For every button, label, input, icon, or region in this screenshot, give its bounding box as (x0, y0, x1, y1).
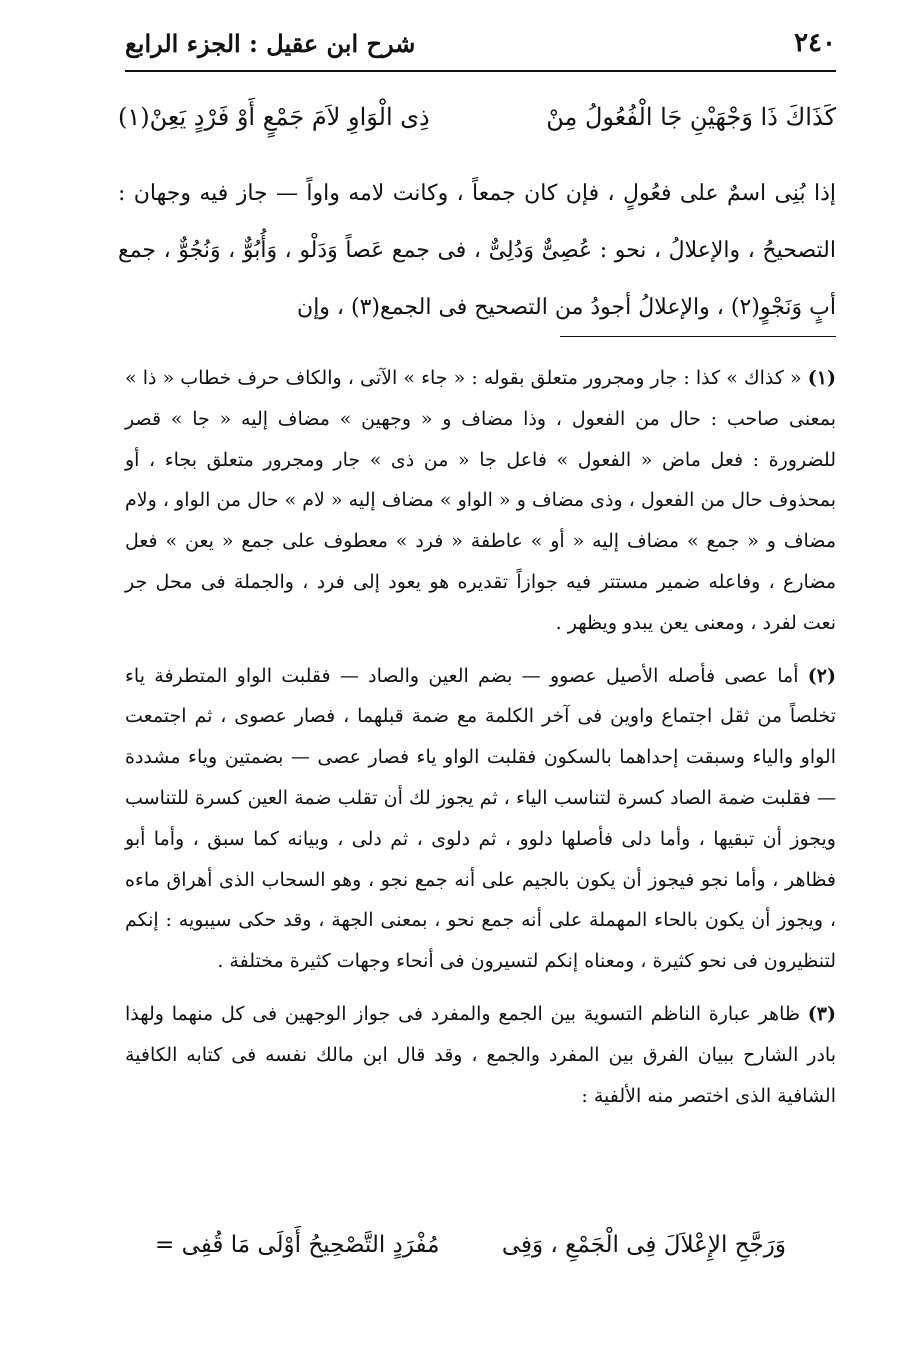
footnote (125, 656, 836, 982)
footnote-number: (١) (807, 367, 836, 389)
verse-second-hemistich: ذِى الْوَاوِ لاَمَ جَمْعٍ أَوْ فَرْدٍ يَعِنْ(١) (118, 103, 430, 131)
footnote-number: (٣) (807, 1002, 836, 1025)
footnote-text: أما عصى فأصله الأصيل عصوو — بضم العين والصاد — فقلبت الواو المتطرفة ياء تخلصاً من ثقل اجتماع واوين فى آخر الكلمة مع ضمة قبلهما ، فصار عصوى ، ثم اجتمعت الواو والياء وسبقت إحداهما بالسكون فقلبت الواو ياء فصار عصى — بضمتين وياء مشددة — فقلبت ضمة الصاد كسرة لتناسب الياء ، ثم يجوز لك أن تقلب ضمة العين كسرة للتناسب ويجوز أن تبقيها ، وأما دلى فأصلها دلوو ، ثم دلوى ، ثم دلى ، وبيانه كما سبق ، وأما أبو فظاهر ، وأما نجو فيجوز أن يكون بالجيم على أنه جمع نجو ، وهو السحاب الذى أهراق ماءه ، ويجوز أن يكون بالحاء المهملة على أنه جمع نحو ، بمعنى الجهة ، وقد حكى سيبويه : إنكم لتنظيرون فى نحو كثيرة ، ومعناه إنكم لتسيرون فى أنحاء وجهات كثيرة مختلفة . (125, 664, 836, 973)
footnote-text: « كذاك » كذا : جار ومجرور متعلق بقوله : « جاء » الآتى ، والكاف حرف خطاب « ذا » بمعنى صاحب : حال من الفعول ، وذا مضاف و « وجهين » مضاف إليه « جا » قصر للضرورة : فعل ماض « الفعول » فاعل جا « من ذى » جار ومجرور متعلق بجاء ، أو بمحذوف حال من الفعول ، وذى مضاف و « الواو » مضاف إليه « لام » حال من الواو ، ولام مضاف و « جمع » مضاف إليه « أو » عاطفة « فرد » معطوف على جمع « يعن » فعل مضارع ، وفاعله ضمير مستتر فيه جوازاً تقديره هو يعود إلى فرد ، والجملة فى محل جر نعت لفرد ، ومعنى يعن يبدو ويظهر . (125, 367, 836, 634)
quoted-verse-second-hemistich: مُفْرَدٍ التَّصْحِيحُ أَوْلَى مَا قُفِى = (155, 1232, 440, 1258)
header-rule (125, 70, 836, 72)
quoted-verse-first-hemistich: وَرَجَّحِ الإِعْلاَلَ فِى الْجَمْعِ ، وَفِى (501, 1232, 786, 1258)
footnote (125, 358, 836, 644)
running-title: شرح ابن عقيل : الجزء الرابع (125, 28, 416, 58)
footnote-number: (٢) (807, 664, 836, 687)
commentary-text: إذا بُنِى اسمٌ على فعُولٍ ، فإن كان جمعاً ، وكانت لامه واواً — جاز فيه وجهان : التصحيحُ ، والإعلالُ ، نحو : عُصِىٌّ وَدُلِىٌّ ، فى جمع عَصاً وَدَلْو ، وَأُبُوٌّ ، وَنُجُوٌّ ، جمع أبٍ وَنَجْوٍ(٢) ، والإعلالُ أجودُ من التصحيح فى الجمع(٣) ، وإن (118, 181, 836, 320)
quoted-verse (155, 1220, 786, 1270)
footnote (125, 994, 836, 1116)
poem-verse (118, 92, 836, 142)
verse-first-hemistich: كَذَاكَ ذَا وَجْهَيْنِ جَا الْفُعُولُ مِنْ (546, 103, 836, 131)
page-header (125, 20, 836, 66)
footnote-separator (560, 336, 836, 337)
footnote-text: ظاهر عبارة الناظم التسوية بين الجمع والمفرد فى جواز الوجهين فى كل منهما ولهذا بادر الشارح ببيان الفرق بين المفرد والجمع ، وقد قال ابن مالك نفسه فى كتابه الكافية الشافية الذى اختصر منه الألفية : (125, 1002, 836, 1107)
page-number: ٢٤٠ (794, 28, 836, 58)
footnotes (125, 358, 836, 1128)
